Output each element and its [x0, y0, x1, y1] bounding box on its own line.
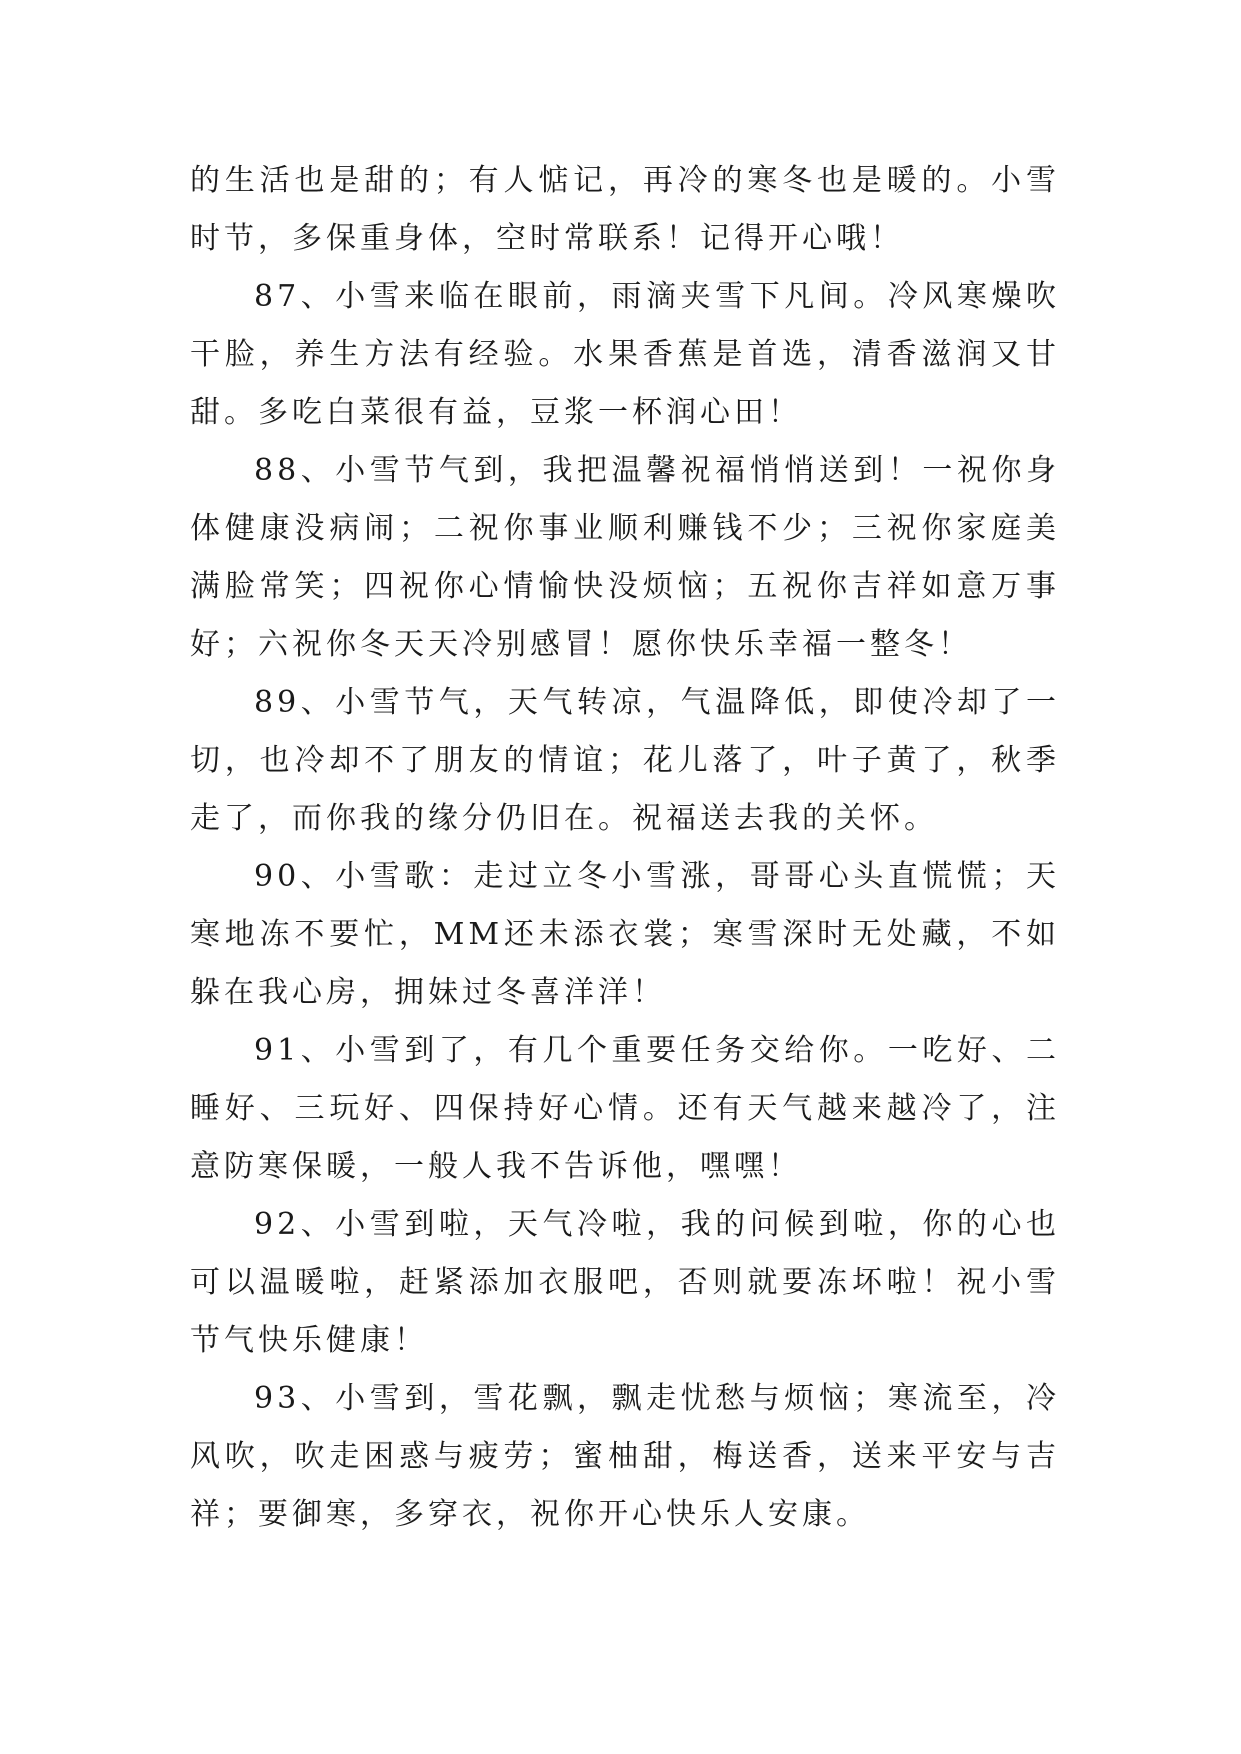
paragraph-92: 92、小雪到啦，天气冷啦，我的问候到啦，你的心也可以温暖啦，赶紧添加衣服吧，否则就要冻坏啦！祝小雪节气快乐健康！ [190, 1207, 1060, 1358]
paragraph-93: 93、小雪到，雪花飘，飘走忧愁与烦恼；寒流至，冷风吹，吹走困惑与疲劳；蜜柚甜，梅送香，送来平安与吉祥；要御寒，多穿衣，祝你开心快乐人安康。 [190, 1381, 1060, 1532]
paragraph-86-continued: 的生活也是甜的；有人惦记，再冷的寒冬也是暖的。小雪时节，多保重身体，空时常联系！记得开心哦！ [190, 163, 1060, 256]
paragraph-87: 87、小雪来临在眼前，雨滴夹雪下凡间。冷风寒燥吹干脸，养生方法有经验。水果香蕉是首选，清香滋润又甘甜。多吃白菜很有益，豆浆一杯润心田！ [190, 279, 1060, 430]
document-body [190, 152, 1060, 1544]
paragraph-91: 91、小雪到了，有几个重要任务交给你。一吃好、二睡好、三玩好、四保持好心情。还有天气越来越冷了，注意防寒保暖，一般人我不告诉他，嘿嘿！ [190, 1033, 1060, 1184]
paragraph-89: 89、小雪节气，天气转凉，气温降低，即使冷却了一切，也冷却不了朋友的情谊；花儿落了，叶子黄了，秋季走了，而你我的缘分仍旧在。祝福送去我的关怀。 [190, 685, 1060, 836]
paragraph-90: 90、小雪歌：走过立冬小雪涨，哥哥心头直慌慌；天寒地冻不要忙，MM还未添衣裳；寒雪深时无处藏，不如躲在我心房，拥妹过冬喜洋洋！ [190, 859, 1060, 1010]
paragraph-88: 88、小雪节气到，我把温馨祝福悄悄送到！一祝你身体健康没病闹；二祝你事业顺利赚钱不少；三祝你家庭美满脸常笑；四祝你心情愉快没烦恼；五祝你吉祥如意万事好；六祝你冬天天冷别感冒！愿你快乐幸福一整冬！ [190, 453, 1060, 662]
